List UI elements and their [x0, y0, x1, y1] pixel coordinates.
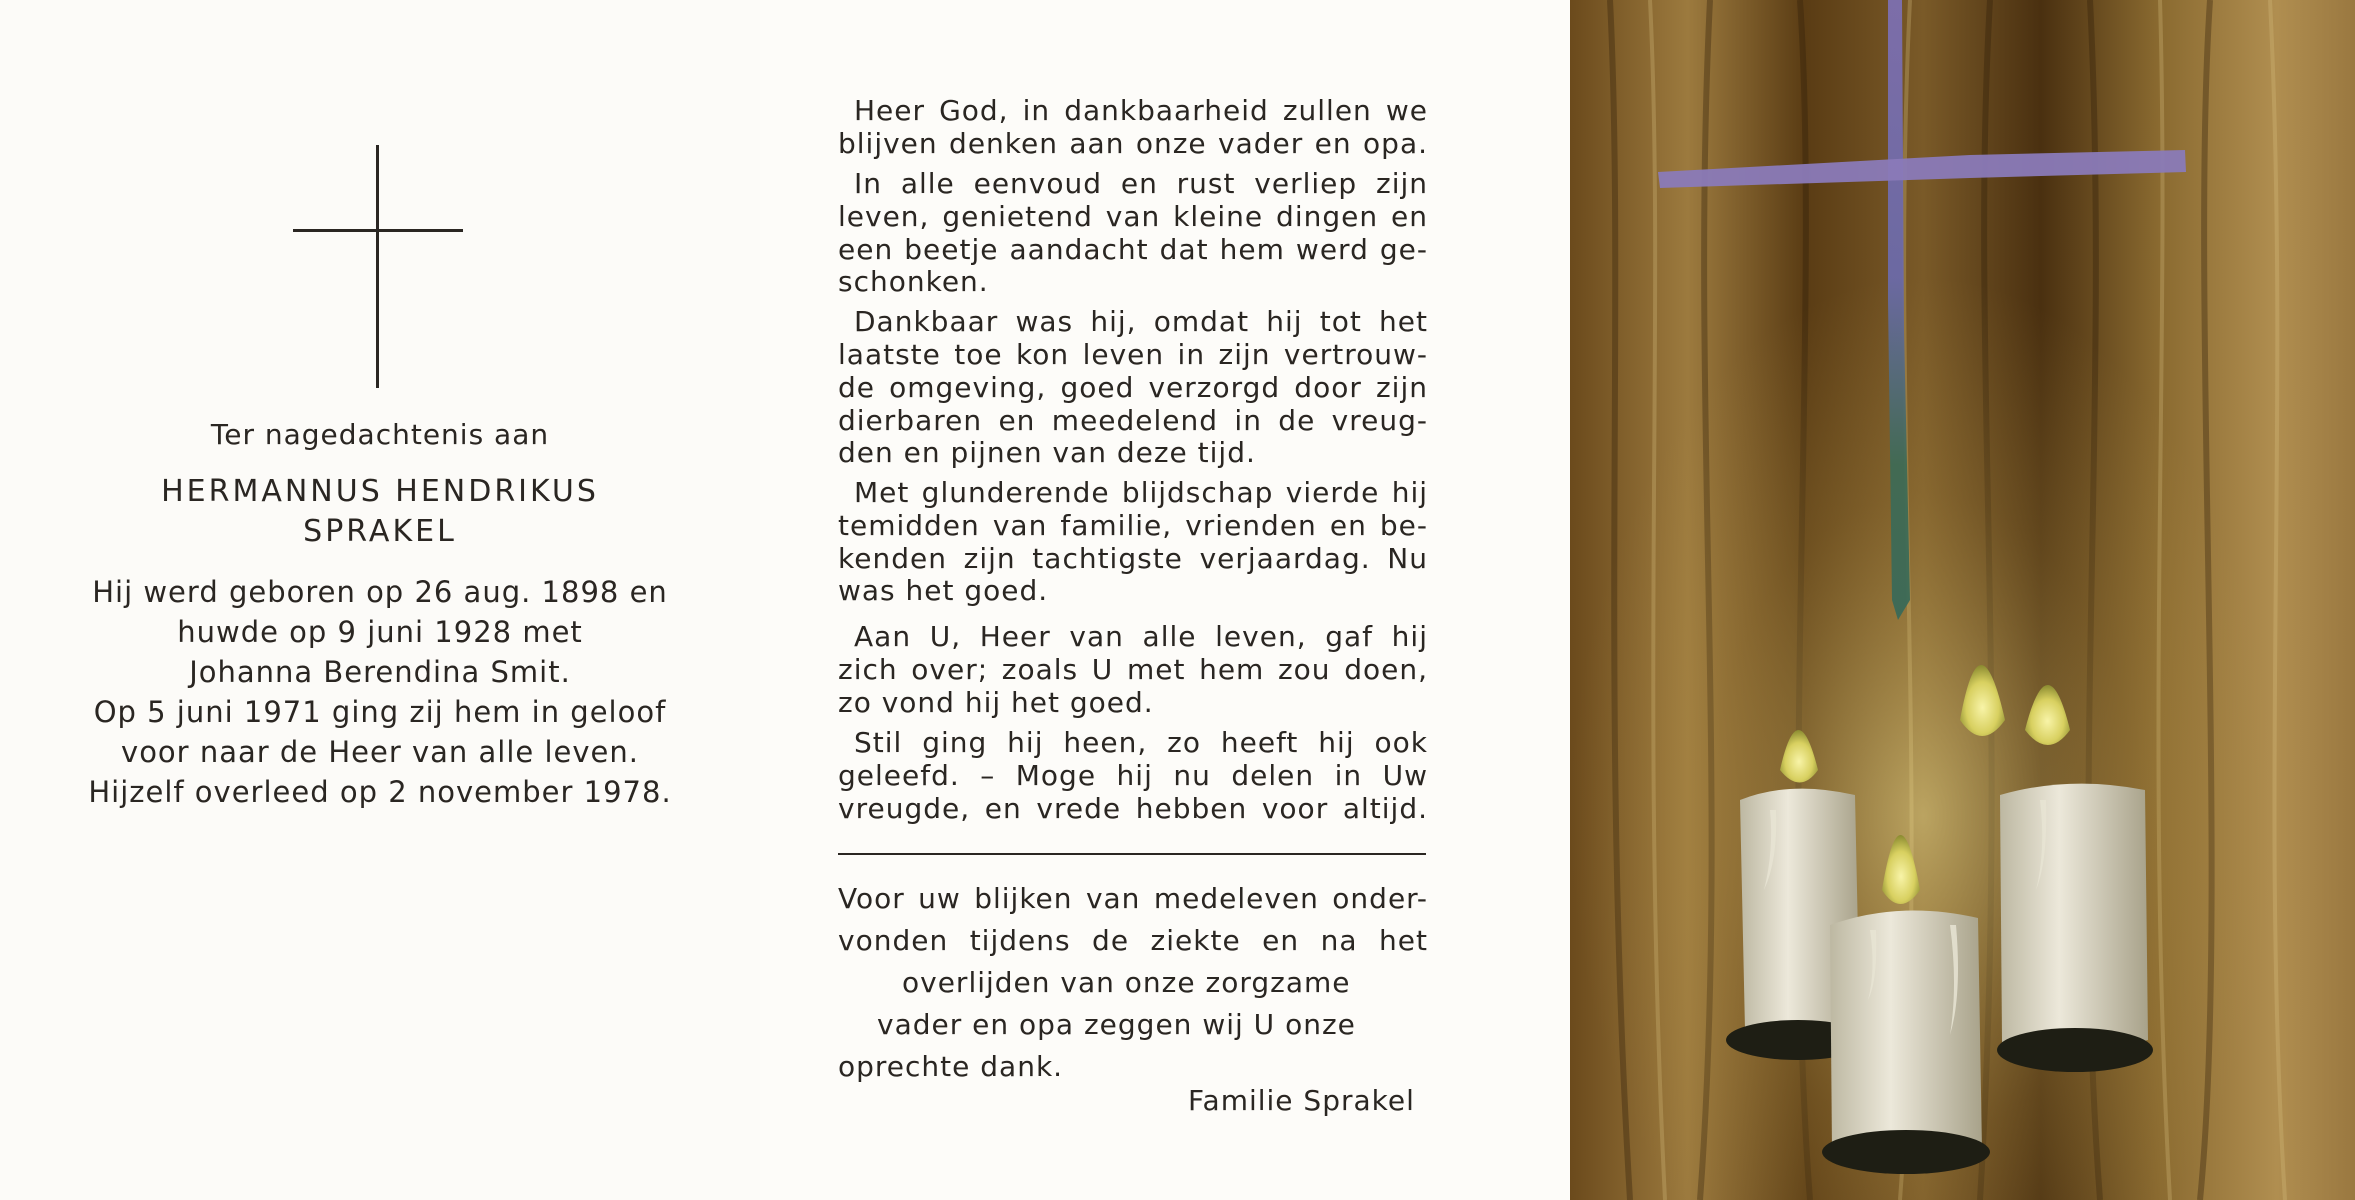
thanks-line: Voor uw blijken van medeleven onder- [838, 882, 1428, 915]
poem-line: den en pijnen van deze tijd. [838, 436, 1256, 469]
divider [838, 853, 1426, 855]
name-first: HERMANNUS HENDRIKUS [161, 474, 599, 509]
bio-line: Hij werd geboren op 26 aug. 1898 en [92, 575, 668, 609]
poem-line: Met glunderende blijdschap vierde hij [854, 476, 1428, 509]
poem-line: was het goed. [838, 574, 1049, 607]
poem-line: de omgeving, goed verzorgd door zijn [838, 371, 1428, 404]
name-last: SPRAKEL [303, 514, 457, 549]
bio-line: Hijzelf overleed op 2 november 1978. [88, 775, 672, 809]
poem-line: Aan U, Heer van alle leven, gaf hij [854, 620, 1428, 653]
thanks-line: vonden tijdens de ziekte en na het [838, 924, 1428, 957]
poem-line: zo vond hij het goed. [838, 686, 1154, 719]
poem-line: zich over; zoals U met hem zou doen, [838, 653, 1428, 686]
poem-line: geleefd. – Moge hij nu delen in Uw [838, 759, 1428, 792]
thanks-line: vader en opa zeggen wij U onze [877, 1008, 1356, 1041]
cross-icon-horizontal [293, 229, 463, 232]
thanks-line: oprechte dank. [838, 1050, 1064, 1083]
poem-line: temidden van familie, vrienden en be- [838, 509, 1428, 542]
candles-painting [1570, 0, 2355, 1200]
candles-illustration [1570, 0, 2355, 1200]
poem-line: In alle eenvoud en rust verliep zijn [854, 167, 1428, 200]
bio-line: huwde op 9 juni 1928 met [177, 615, 583, 649]
bio-line: Op 5 juni 1971 ging zij hem in geloof [93, 695, 667, 729]
poem-line: leven, genietend van kleine dingen en [838, 200, 1428, 233]
poem-line: vreugde, en vrede hebben voor altijd. [838, 792, 1428, 825]
poem-line: een beetje aandacht dat hem werd ge- [838, 233, 1428, 266]
poem-line: schonken. [838, 265, 989, 298]
poem-line: Heer God, in dankbaarheid zullen we [854, 94, 1428, 127]
thanks-line: overlijden van onze zorgzame [902, 966, 1351, 999]
signature: Familie Sprakel [1188, 1084, 1415, 1117]
left-panel [0, 0, 760, 1200]
bio-line: voor naar de Heer van alle leven. [121, 735, 639, 769]
poem-line: Dankbaar was hij, omdat hij tot het [854, 305, 1428, 338]
poem-line: kenden zijn tachtigste verjaardag. Nu [838, 542, 1428, 575]
intro-text: Ter nagedachtenis aan [210, 418, 550, 451]
poem-line: laatste toe kon leven in zijn vertrouw- [838, 338, 1428, 371]
poem-line: blijven denken aan onze vader en opa. [838, 127, 1428, 160]
bio-line: Johanna Berendina Smit. [189, 655, 571, 689]
poem-line: dierbaren en meedelend in de vreug- [838, 404, 1428, 437]
cross-icon-vertical [376, 145, 379, 388]
poem-line: Stil ging hij heen, zo heeft hij ook [854, 726, 1428, 759]
